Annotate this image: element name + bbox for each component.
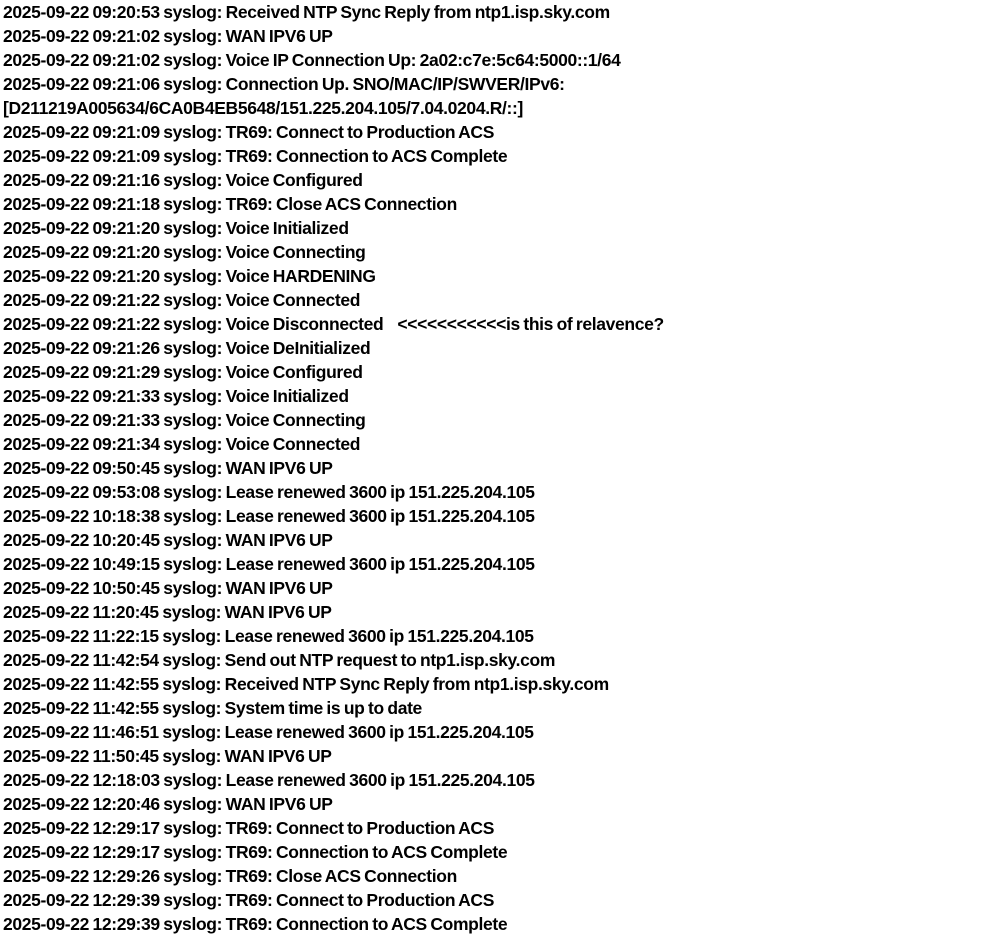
- log-line: 2025-09-22 09:21:33 syslog: Voice Connecting: [3, 410, 366, 430]
- log-line: 2025-09-22 09:21:02 syslog: Voice IP Connection Up: 2a02:c7e:5c64:5000::1/64: [3, 50, 621, 70]
- log-line: 2025-09-22 09:21:26 syslog: Voice DeInitialized: [3, 338, 371, 358]
- log-line: 2025-09-22 09:21:09 syslog: TR69: Connection to ACS Complete: [3, 146, 508, 166]
- log-line: 2025-09-22 12:18:03 syslog: Lease renewed 3600 ip 151.225.204.105: [3, 770, 535, 790]
- log-line: 2025-09-22 09:53:08 syslog: Lease renewed 3600 ip 151.225.204.105: [3, 482, 535, 502]
- log-line: 2025-09-22 11:42:55 syslog: Received NTP Sync Reply from ntp1.isp.sky.com: [3, 674, 609, 694]
- log-line: 2025-09-22 12:29:26 syslog: TR69: Close ACS Connection: [3, 866, 457, 886]
- log-line: 2025-09-22 09:21:20 syslog: Voice Initialized: [3, 218, 349, 238]
- log-line: 2025-09-22 09:21:22 syslog: Voice Connected: [3, 290, 361, 310]
- log-line: 2025-09-22 12:29:17 syslog: TR69: Connect to Production ACS: [3, 818, 495, 838]
- log-line: 2025-09-22 12:29:39 syslog: TR69: Connect to Production ACS: [3, 890, 495, 910]
- log-line: 2025-09-22 09:21:09 syslog: TR69: Connect to Production ACS: [3, 122, 495, 142]
- log-line: 2025-09-22 12:29:17 syslog: TR69: Connection to ACS Complete: [3, 842, 508, 862]
- log-line: 2025-09-22 12:20:46 syslog: WAN IPV6 UP: [3, 794, 333, 814]
- log-line: 2025-09-22 09:20:53 syslog: Received NTP Sync Reply from ntp1.isp.sky.com: [3, 2, 610, 22]
- log-line: 2025-09-22 10:18:38 syslog: Lease renewed 3600 ip 151.225.204.105: [3, 506, 535, 526]
- log-line: 2025-09-22 09:21:20 syslog: Voice HARDENING: [3, 266, 376, 286]
- log-line: 2025-09-22 11:46:51 syslog: Lease renewed 3600 ip 151.225.204.105: [3, 722, 534, 742]
- log-line: 2025-09-22 12:29:39 syslog: TR69: Connection to ACS Complete: [3, 914, 508, 934]
- log-line: 2025-09-22 09:21:33 syslog: Voice Initialized: [3, 386, 349, 406]
- log-line: 2025-09-22 10:20:45 syslog: WAN IPV6 UP: [3, 530, 333, 550]
- log-line: 2025-09-22 10:50:45 syslog: WAN IPV6 UP: [3, 578, 333, 598]
- log-line: 2025-09-22 11:20:45 syslog: WAN IPV6 UP: [3, 602, 332, 622]
- log-line: 2025-09-22 11:42:55 syslog: System time is up to date: [3, 698, 422, 718]
- log-line: 2025-09-22 11:50:45 syslog: WAN IPV6 UP: [3, 746, 332, 766]
- log-line: 2025-09-22 09:21:18 syslog: TR69: Close ACS Connection: [3, 194, 457, 214]
- log-line: 2025-09-22 09:21:16 syslog: Voice Configured: [3, 170, 363, 190]
- log-line: 2025-09-22 09:21:29 syslog: Voice Configured: [3, 362, 363, 382]
- log-line: 2025-09-22 11:42:54 syslog: Send out NTP request to ntp1.isp.sky.com: [3, 650, 556, 670]
- log-line: 2025-09-22 09:21:20 syslog: Voice Connecting: [3, 242, 366, 262]
- log-line: 2025-09-22 09:21:22 syslog: Voice Disconnected <<<<<<<<<<<is this of relavence?: [3, 314, 664, 334]
- log-line: 2025-09-22 09:21:34 syslog: Voice Connected: [3, 434, 361, 454]
- syslog-text: [3, 0, 983, 942]
- log-line: 2025-09-22 09:21:06 syslog: Connection Up. SNO/MAC/IP/SWVER/IPv6:: [3, 74, 565, 94]
- log-line: [D211219A005634/6CA0B4EB5648/151.225.204.105/7.04.0204.R/::]: [3, 98, 523, 118]
- log-line: 2025-09-22 11:22:15 syslog: Lease renewed 3600 ip 151.225.204.105: [3, 626, 534, 646]
- log-line: 2025-09-22 09:21:02 syslog: WAN IPV6 UP: [3, 26, 333, 46]
- log-line: 2025-09-22 09:50:45 syslog: WAN IPV6 UP: [3, 458, 333, 478]
- log-line: 2025-09-22 10:49:15 syslog: Lease renewed 3600 ip 151.225.204.105: [3, 554, 535, 574]
